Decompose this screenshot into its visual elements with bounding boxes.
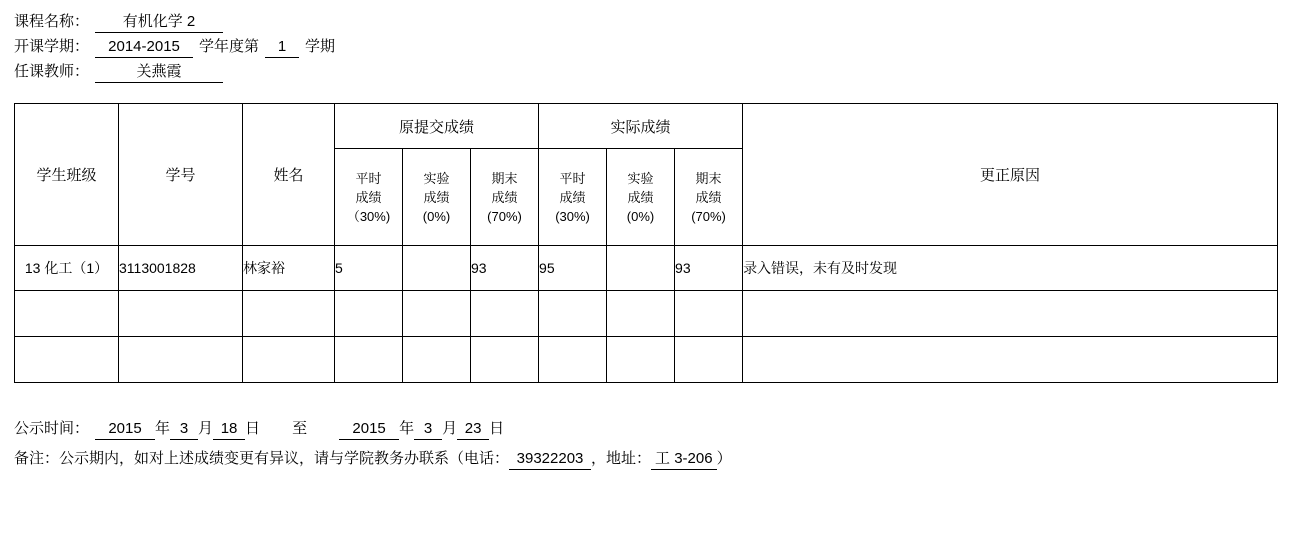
sub-header-line: (30%) xyxy=(555,208,590,224)
end-day-value: 23 xyxy=(457,420,489,440)
sub-header-orig-exp xyxy=(403,149,471,246)
day-char-1: 日 xyxy=(245,420,261,437)
cell-orig-usual xyxy=(335,291,403,337)
teacher-label: 任课教师： xyxy=(14,63,90,80)
footer-block xyxy=(14,417,1277,477)
sub-header-act-exp xyxy=(607,149,675,246)
cell-name xyxy=(243,337,335,383)
note-label: 备注：公示期内，如对上述成绩变更有异议，请与学院教务办联系（电话： xyxy=(14,450,510,467)
sub-header-line: 实验 xyxy=(627,170,654,186)
cell-orig-final xyxy=(471,337,539,383)
sub-header-line: 成绩 xyxy=(355,189,382,205)
cell-act-usual xyxy=(539,337,607,383)
term-mid-label: 学年度第 xyxy=(199,38,260,55)
cell-orig-final: 93 xyxy=(471,246,539,291)
month-char-1: 月 xyxy=(198,420,214,437)
table-row xyxy=(15,337,1278,383)
term-line xyxy=(14,35,1277,60)
sub-header-line: 期末 xyxy=(695,170,722,186)
cell-orig-exp xyxy=(403,337,471,383)
sub-header-line: 平时 xyxy=(355,170,382,186)
sub-header-orig-final xyxy=(471,149,539,246)
term-suffix-label: 学期 xyxy=(305,38,336,55)
cell-student-id: 3113001828 xyxy=(119,246,243,291)
contact-address-value: 工 3-206 xyxy=(651,450,717,470)
publish-label: 公示时间： xyxy=(14,420,90,437)
cell-orig-final xyxy=(471,291,539,337)
cell-reason xyxy=(743,337,1278,383)
course-label: 课程名称： xyxy=(14,13,90,30)
sub-header-line: 成绩 xyxy=(491,189,518,205)
sub-header-line: (0%) xyxy=(422,208,451,224)
course-value: 有机化学 2 xyxy=(95,13,223,33)
cell-act-exp xyxy=(607,291,675,337)
month-char-2: 月 xyxy=(442,420,458,437)
cell-class xyxy=(15,291,119,337)
course-line xyxy=(14,10,1277,35)
year-char-1: 年 xyxy=(155,420,171,437)
start-month-value: 3 xyxy=(170,420,198,440)
note-mid-label: ，地址： xyxy=(591,450,652,467)
table-header-row-top xyxy=(15,104,1278,149)
cell-reason: 录入错误，未有及时发现 xyxy=(743,246,1278,291)
sub-header-line: （30%) xyxy=(346,208,391,224)
cell-orig-exp xyxy=(403,291,471,337)
sub-header-act-final xyxy=(675,149,743,246)
table-row xyxy=(15,291,1278,337)
to-label: 至 xyxy=(292,420,308,437)
col-header-reason: 更正原因 xyxy=(743,104,1278,246)
teacher-value: 关燕霞 xyxy=(95,63,223,83)
cell-name xyxy=(243,291,335,337)
term-number-value: 1 xyxy=(265,38,299,58)
group-header-actual: 实际成绩 xyxy=(539,104,743,149)
term-label: 开课学期： xyxy=(14,38,90,55)
teacher-line xyxy=(14,60,1277,85)
sub-header-line: (70%) xyxy=(691,208,726,224)
end-month-value: 3 xyxy=(414,420,442,440)
sub-header-line: 成绩 xyxy=(423,189,450,205)
sub-header-line: 成绩 xyxy=(559,189,586,205)
cell-act-exp xyxy=(607,337,675,383)
table-row xyxy=(15,246,1278,291)
sub-header-line: 成绩 xyxy=(627,189,654,205)
cell-class xyxy=(15,337,119,383)
cell-name: 林家裕 xyxy=(243,246,335,291)
cell-act-final: 93 xyxy=(675,246,743,291)
start-year-value: 2015 xyxy=(95,420,155,440)
col-header-class: 学生班级 xyxy=(15,104,119,246)
cell-act-final xyxy=(675,291,743,337)
col-header-student-id: 学号 xyxy=(119,104,243,246)
start-day-value: 18 xyxy=(213,420,245,440)
cell-act-usual xyxy=(539,291,607,337)
cell-orig-exp xyxy=(403,246,471,291)
contact-phone-value: 39322203 xyxy=(509,450,591,470)
sub-header-line: 实验 xyxy=(423,170,450,186)
sub-header-line: 平时 xyxy=(559,170,586,186)
cell-act-final xyxy=(675,337,743,383)
cell-orig-usual: 5 xyxy=(335,246,403,291)
cell-act-exp xyxy=(607,246,675,291)
day-char-2: 日 xyxy=(489,420,505,437)
cell-orig-usual xyxy=(335,337,403,383)
academic-year-value: 2014-2015 xyxy=(95,38,193,58)
sub-header-line: 期末 xyxy=(491,170,518,186)
note-end-label: ） xyxy=(716,450,732,467)
group-header-original: 原提交成绩 xyxy=(335,104,539,149)
header-block xyxy=(14,10,1277,85)
sub-header-act-usual xyxy=(539,149,607,246)
col-header-name: 姓名 xyxy=(243,104,335,246)
cell-reason xyxy=(743,291,1278,337)
sub-header-line: 成绩 xyxy=(695,189,722,205)
sub-header-line: (0%) xyxy=(626,208,655,224)
cell-student-id xyxy=(119,337,243,383)
cell-student-id xyxy=(119,291,243,337)
sub-header-orig-usual xyxy=(335,149,403,246)
year-char-2: 年 xyxy=(399,420,415,437)
grade-correction-table xyxy=(14,103,1278,383)
end-year-value: 2015 xyxy=(339,420,399,440)
note-line xyxy=(14,447,1277,477)
cell-class: 13 化工（1） xyxy=(15,246,119,291)
sub-header-line: (70%) xyxy=(487,208,522,224)
cell-act-usual: 95 xyxy=(539,246,607,291)
publish-period-line xyxy=(14,417,1277,447)
